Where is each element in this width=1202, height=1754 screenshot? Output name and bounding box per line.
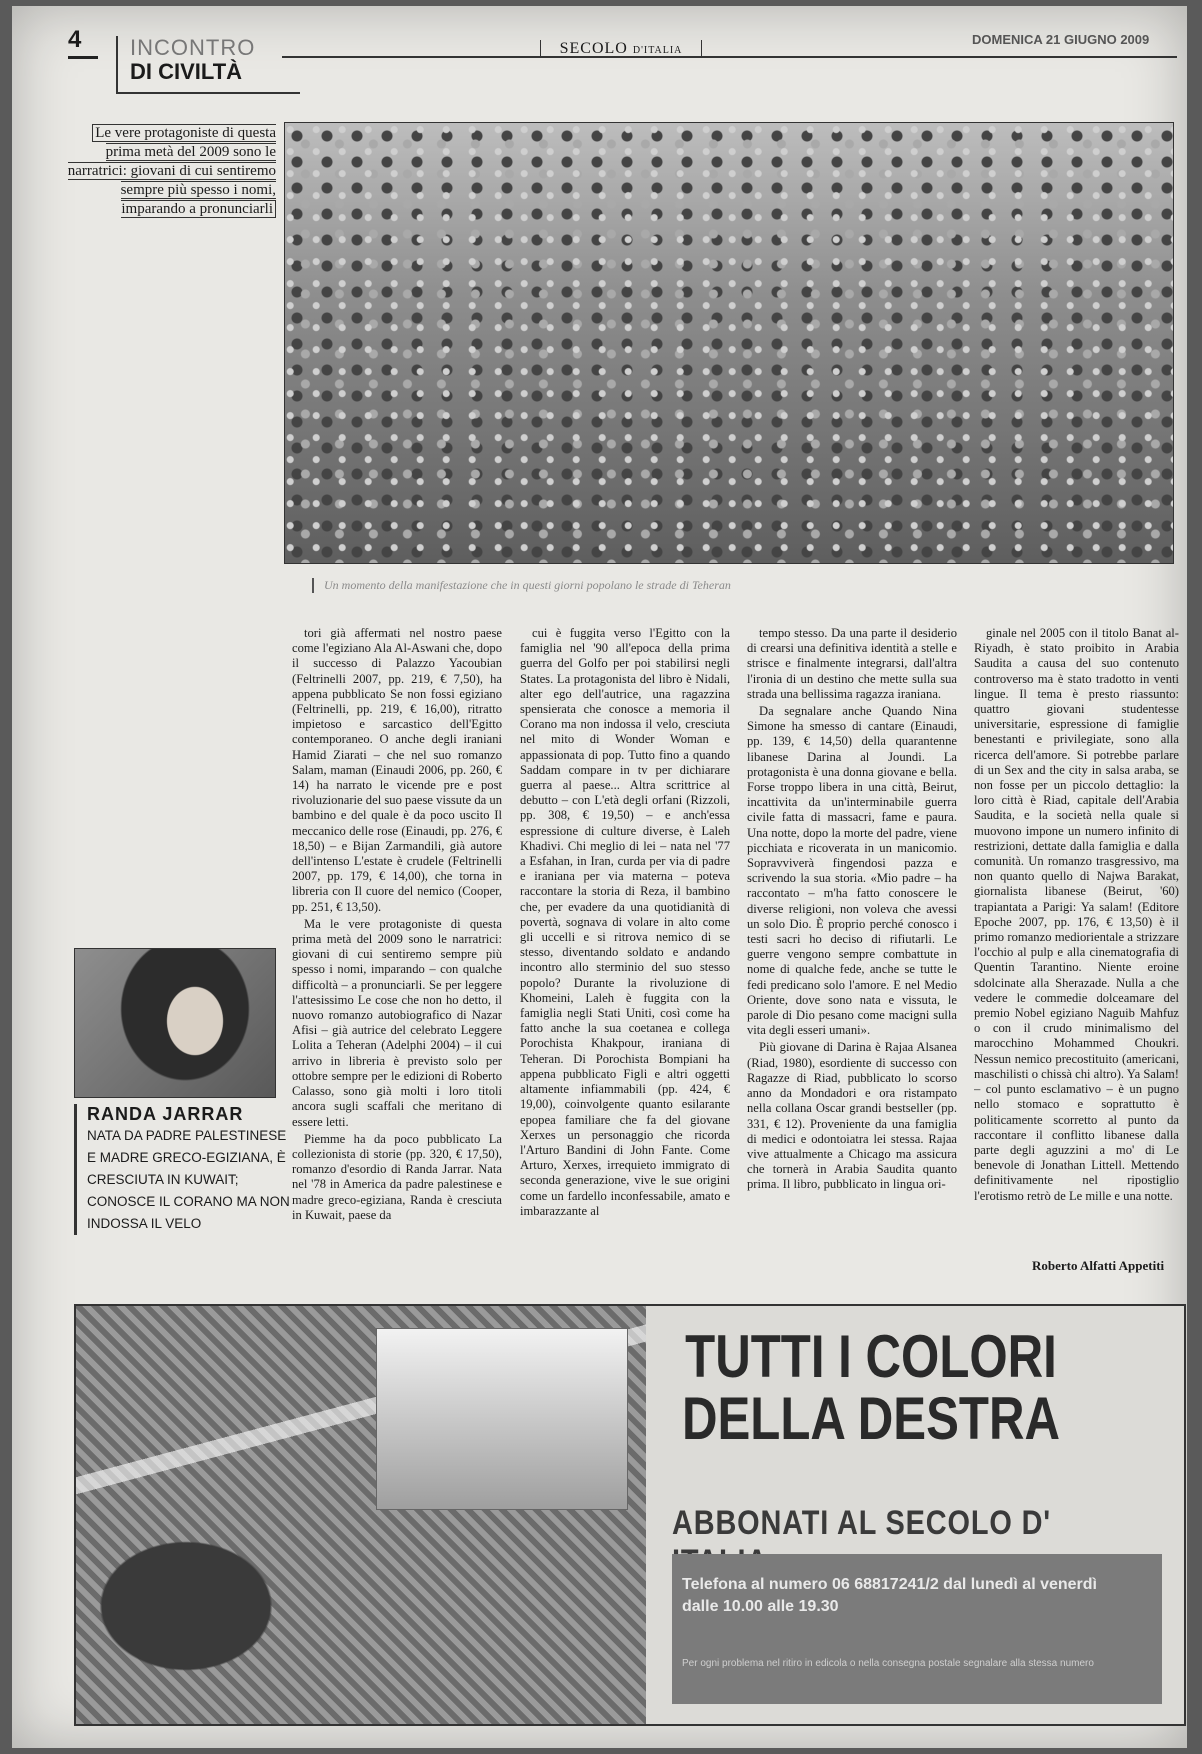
article-column-1 — [292, 626, 502, 1266]
portrait-caption — [74, 1104, 292, 1235]
masthead-small: D'ITALIA — [632, 45, 683, 56]
article-column-2 — [520, 626, 730, 1266]
ad-note: Per ogni problema nel ritiro in edicola o nella consegna postale segnalare alla stessa numero — [682, 1658, 1094, 1669]
paragraph: cui è fuggita verso l'Egitto con la famiglia nel '90 all'epoca della prima guerra del Golfo per poi stabilirsi negli States. La protagonista del libro è Nidali, alter ego dell'autrice, una ragazzina spensierata che conosce a memoria il Corano ma non indossa il velo, cresciuta nel mito di Wonder Woman e appassionata di pop. Tutto fino a quando Saddam compare in tv per dichiarare guerra al paese... Altra scrittrice al debutto – con L'età degli orfani (Rizzoli, pp. 308, € 19,50) – e anch'essa espressione di culture diverse, è Laleh Khadivi. Chi meglio di lei – nata nel '77 a Esfahan, in Iran, curda per via di padre e iraniana per via materna – poteva raccontare la storia di Reza, il bambino che, per evadere da una quotidianità di povertà, sognava di volare in alto come gli uccelli e si ritrova nemico di se stesso, diventando soldato e andando incontro allo sterminio del suo stesso popolo? Durante la rivoluzione di Khomeini, Laleh è fuggita con la famiglia negli Stati Uniti, così come ha fatto anche la sua coetanea e collega Porochista Khakpour, iraniana di Teheran. Di Porochista Bompiani ha appena pubblicato Figli e altri oggetti altamente infiammabili (pp. 424, € 19,00), coinvolgente quanto esilarante epopea familiare che fa del giovane Xerxes un personaggio che ricorda l'Arturo Bandini di John Fante. Come Arturo, Xerxes, irrequieto immigrato di seconda generazione, vive le sue origini come un fardello inconfessabile, amato e imbarazzante al — [520, 626, 730, 1218]
photo-caption: Un momento della manifestazione che in questi giorni popolano le strade di Teheran — [312, 578, 884, 593]
author-name: RANDA JARRAR — [87, 1104, 244, 1124]
author-portrait — [74, 948, 276, 1098]
ad-subhead: ABBONATI AL SECOLO D' — [672, 1504, 1052, 1542]
ad-headline — [666, 1323, 1076, 1452]
crowd-photo — [284, 122, 1174, 564]
article-column-4 — [974, 626, 1179, 1266]
byline: Roberto Alfatti Appetiti — [1032, 1258, 1165, 1273]
paragraph: tori già affermati nel nostro paese come l'egiziano Ala Al-Aswani che, dopo il successo di Palazzo Yacoubian (Feltrinelli 2007, pp. 219, € 7,50), ha appena pubblicato Se non fossi egiziano (Feltrinelli, pp. 219, € 16,00), ritratto impietoso e sarcastico dell'Egitto contemporaneo. O anche degli iraniani Hamid Ziarati – che nel suo romanzo Salam, maman (Einaudi 2006, pp. 260, € 14) ha narrato le vicende pre e post rivoluzionarie del suo paese vissute da un bambino e del quale è da poco uscito Il meccanico delle rose (Einaudi, pp. 276, € 18,50) – e Bijan Zarmandili, già autore dell'intenso L'estate è crudele (Feltrinelli 2007, pp. 179, € 14,00), che torna in libreria con Il cuore del nemico (Cooper, pp. 251, € 13,50). — [292, 626, 502, 914]
author-bio: NATA DA PADRE PALESTINESE E MADRE GRECO-EGIZIANA, È CRESCIUTA IN KUWAIT; CONOSCE IL CORANO MA NON INDOSSA IL VELO — [87, 1128, 290, 1231]
ad-phone-text — [682, 1574, 1097, 1618]
ad-headline-line1: TUTTI I COLORI — [685, 1323, 1057, 1390]
ad-phone-line2: dalle 10.00 alle 19.30 — [682, 1598, 839, 1615]
section-line-2: DI CIVILTÀ — [130, 59, 243, 84]
newspaper-page — [12, 6, 1187, 1748]
article-column-3 — [747, 626, 957, 1266]
paragraph: Ma le vere protagoniste di questa prima metà del 2009 sono le narratrici: giovani di cui sentiremo sempre più spesso i nomi, imparando – con qualche difficoltà – a pronunciarli. Se per leggere l'attesissimo Le cose che non ho detto, il nuovo romanzo autobiografico di Nazar Afisi – già autrice del celebrato Leggere Lolita a Teheran (Adelphi 2004) – il cui arrivo in libreria è previsto solo per ottobre sempre per le edizioni di Roberto Calasso, sono già molti i loro titoli ancora sugli scaffali che meritano di essere letti. — [292, 916, 502, 1129]
dateline: DOMENICA 21 GIUGNO 2009 — [972, 32, 1150, 47]
ad-headline-line2: DELLA DESTRA — [681, 1385, 1061, 1452]
section-title — [116, 36, 300, 94]
header-rule — [282, 56, 1177, 58]
paragraph: Da segnalare anche Quando Nina Simone ha smesso di cantare (Einaudi, pp. 139, € 14,50) della quarantenne libanese Darina al Joundi. La protagonista è una donna giovane e bella. Forse troppo libera in una città, Beirut, incattivita da un'interminabile guerra civile fatta di massacri, fame e paura. Una notte, dopo la morte del padre, viene picchiata e ricoverata in un manicomio. Sopravviverà fingendosi pazza e scrivendo la sua storia. «Mio padre – ha raccontato – m'ha fatto conoscere le diverse religioni, non voleva che avessi un solo Dio. È proprio perché conosco i testi sacri ho deciso di rifiutarli. Le guerre vengono sempre combattute in nome di qualche fede, anche se tutte le fedi predicano solo l'amore. E nel Medio Oriente, dove sono nata e vissuta, le parole di Dio pesano come macigni sulla vita degli esseri umani». — [747, 704, 957, 1038]
subscription-ad — [74, 1304, 1186, 1726]
pull-quote-text: Le vere protagoniste di questa prima metà del 2009 sono le narratrici: giovani di cui sentiremo sempre più spesso i nomi, imparando a pronunciarli — [67, 125, 276, 217]
ad-collage-image — [76, 1306, 646, 1724]
ad-collage-inset — [376, 1328, 628, 1510]
paragraph: tempo stesso. Da una parte il desiderio di crearsi una definitiva identità a stelle e strisce e finalmente integrarsi, dall'altra l'ironia di un destino che mette sulla sua strada una bellissima ragazza iraniana. — [747, 626, 957, 701]
pull-quote — [64, 124, 276, 219]
section-line-1: INCONTRO — [130, 35, 256, 60]
paragraph: Più giovane di Darina è Rajaa Alsanea (Riad, 1980), esordiente di successo con Ragazze di Riad, pubblicato lo scorso anno da Mondadori e ora ristampato nella collana Oscar grandi bestseller (pp. 331, € 12). Proveniente da una famiglia di medici e odontoiatra lei stessa. Rajaa vive attualmente a Chicago ma assicura che tornerà in Arabia Saudita quanto prima. Il libro, pubblicato in lingua ori- — [747, 1040, 957, 1192]
page-number: 4 — [68, 26, 98, 59]
masthead-name: SECOLO — [559, 40, 628, 57]
paragraph: ginale nel 2005 con il titolo Banat al-Riyadh, è stato proibito in Arabia Saudita a causa del suo contenuto controverso ma è stato tradotto in venti lingue. Il tema è presto riassunto: quattro giovani studentesse universitarie, espressione di famiglie benestanti e privilegiate, sono alla ricerca dell'amore. Si potrebbe parlare di un Sex and the city in salsa araba, se non fosse per un piccolo dettaglio: la loro città è Riad, capitale dell'Arabia Saudita, e la società nella quale si muovono impone un numero infinito di restrizioni, dettate dalla famiglia e dalla comunità. Un romanzo trasgressivo, ma non quanto quello di Najwa Barakat, giornalista libanese (Beirut, '60) trapiantata a Parigi: Ya salam! (Editore Epoche 2007, pp. 176, € 13,50) è il primo romanzo mediorientale a strizzare l'occhio al pulp e alla cinematografia di Quentin Tarantino. Niente eroine sdolcinate alla Sherazade. Nulla a che vedere le commedie dolceamare del premio Nobel egiziano Naguib Mahfuz o con il crudo minimalismo del marocchino Mohammed Choukri. Nessun nemico precostituito (americani, maschilisti o chissà chi altro). Ya Salam! – col punto esclamativo – è un pugno nello stomaco e soprattutto è politicamente scorretto al punto da raccontare il conflitto libanese dalla parte degli aguzzini a mo' di Le benevole di Jonathan Littell. Mettendo definitivamente nel ripostiglio l'erotismo retrò de Le mille e una notte. — [974, 626, 1179, 1203]
ad-phone-box — [672, 1554, 1162, 1704]
ad-phone-line1: Telefona al numero 06 68817241/2 dal lunedì al venerdì — [682, 1576, 1097, 1593]
paragraph: Piemme ha da poco pubblicato La collezionista di storie (pp. 320, € 17,50), romanzo d'esordio di Randa Jarrar. Nata nel '78 in America da padre palestinese e madre greco-egiziana, Randa è cresciuta in Kuwait, paese da — [292, 1131, 502, 1222]
